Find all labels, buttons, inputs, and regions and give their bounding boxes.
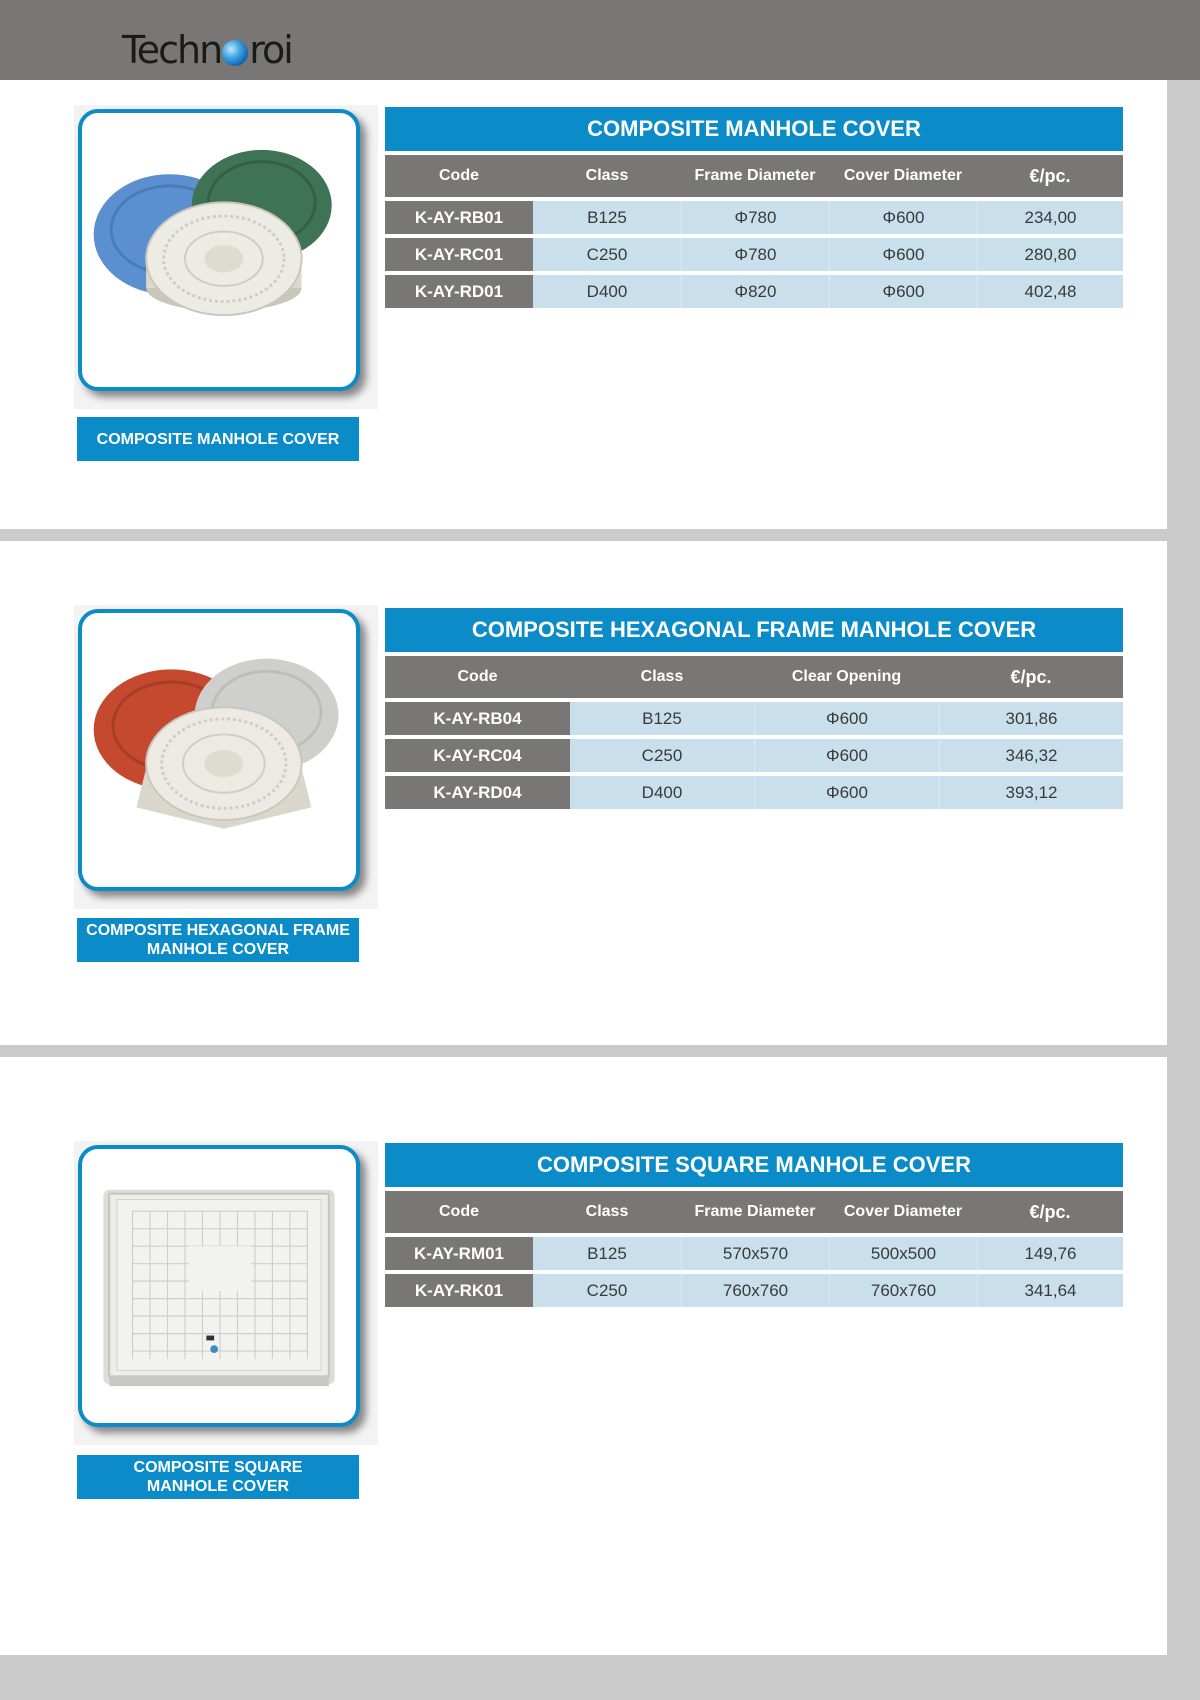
class-cell: B125 bbox=[533, 1237, 681, 1270]
price-cell: 280,80 bbox=[977, 238, 1123, 271]
class-cell: C250 bbox=[570, 739, 754, 772]
table-row bbox=[385, 702, 1123, 735]
hexagonal-frame-covers-illustration bbox=[82, 613, 356, 887]
frame-diameter-cell: Φ820 bbox=[681, 275, 829, 308]
price-cell: 346,32 bbox=[939, 739, 1123, 772]
product-image bbox=[78, 609, 360, 891]
clear-opening-cell: Φ600 bbox=[754, 776, 939, 809]
product-caption: COMPOSITE MANHOLE COVER bbox=[77, 417, 359, 461]
price-table bbox=[385, 107, 1123, 308]
column-header: Class bbox=[585, 167, 629, 184]
frame-diameter-cell: 760x760 bbox=[681, 1274, 829, 1307]
column-header: €/pc. bbox=[1029, 165, 1071, 186]
column-header: Class bbox=[640, 668, 684, 685]
page-side-strip bbox=[1167, 80, 1200, 1700]
table-title: COMPOSITE MANHOLE COVER bbox=[385, 107, 1123, 151]
price-table bbox=[385, 1143, 1123, 1307]
product-image bbox=[78, 1145, 360, 1427]
clear-opening-cell: Φ600 bbox=[754, 739, 939, 772]
round-manhole-covers-illustration bbox=[82, 113, 356, 387]
table-row bbox=[385, 739, 1123, 772]
globe-icon bbox=[222, 40, 248, 66]
column-header: €/pc. bbox=[1029, 1201, 1071, 1222]
column-header: Class bbox=[585, 1203, 629, 1220]
square-manhole-cover-illustration bbox=[82, 1149, 356, 1423]
section-composite-square-manhole-cover bbox=[0, 1057, 1167, 1655]
table-header-row bbox=[385, 656, 1123, 698]
class-cell: B125 bbox=[533, 201, 681, 234]
table-row bbox=[385, 776, 1123, 809]
code-cell: K-AY-RC04 bbox=[385, 739, 570, 772]
column-header: Code bbox=[457, 668, 498, 685]
table-title: COMPOSITE SQUARE MANHOLE COVER bbox=[385, 1143, 1123, 1187]
frame-diameter-cell: Φ780 bbox=[681, 238, 829, 271]
column-header: Cover Diameter bbox=[843, 167, 963, 184]
table-row bbox=[385, 1274, 1123, 1307]
column-header: €/pc. bbox=[1010, 666, 1052, 687]
class-cell: B125 bbox=[570, 702, 754, 735]
section-composite-manhole-cover bbox=[0, 80, 1167, 529]
price-cell: 341,64 bbox=[977, 1274, 1123, 1307]
product-image bbox=[78, 109, 360, 391]
product-caption: COMPOSITE HEXAGONAL FRAME MANHOLE COVER bbox=[77, 918, 359, 962]
technoroi-logo: Techn roi bbox=[122, 28, 292, 72]
table-row bbox=[385, 201, 1123, 234]
table-header-row bbox=[385, 1191, 1123, 1233]
column-header: Code bbox=[439, 167, 479, 184]
code-cell: K-AY-RD04 bbox=[385, 776, 570, 809]
product-photo-frame bbox=[74, 1141, 378, 1445]
column-header: Code bbox=[439, 1203, 479, 1220]
price-cell: 393,12 bbox=[939, 776, 1123, 809]
class-cell: D400 bbox=[533, 275, 681, 308]
code-cell: K-AY-RD01 bbox=[385, 275, 533, 308]
price-cell: 301,86 bbox=[939, 702, 1123, 735]
class-cell: C250 bbox=[533, 238, 681, 271]
class-cell: D400 bbox=[570, 776, 754, 809]
column-header: Frame Diameter bbox=[694, 1203, 816, 1220]
frame-diameter-cell: Φ780 bbox=[681, 201, 829, 234]
table-row bbox=[385, 1237, 1123, 1270]
table-row bbox=[385, 238, 1123, 271]
class-cell: C250 bbox=[533, 1274, 681, 1307]
product-photo-frame bbox=[74, 105, 378, 409]
code-cell: K-AY-RM01 bbox=[385, 1237, 533, 1270]
price-cell: 149,76 bbox=[977, 1237, 1123, 1270]
cover-diameter-cell: Φ600 bbox=[829, 238, 977, 271]
cover-diameter-cell: 760x760 bbox=[829, 1274, 977, 1307]
code-cell: K-AY-RB04 bbox=[385, 702, 570, 735]
section-composite-hexagonal-frame-manhole-cover bbox=[0, 541, 1167, 1045]
table-title: COMPOSITE HEXAGONAL FRAME MANHOLE COVER bbox=[385, 608, 1123, 652]
price-table bbox=[385, 608, 1123, 809]
price-cell: 402,48 bbox=[977, 275, 1123, 308]
cover-diameter-cell: Φ600 bbox=[829, 275, 977, 308]
price-cell: 234,00 bbox=[977, 201, 1123, 234]
code-cell: K-AY-RK01 bbox=[385, 1274, 533, 1307]
product-caption: COMPOSITE SQUARE MANHOLE COVER bbox=[77, 1455, 359, 1499]
cover-diameter-cell: Φ600 bbox=[829, 201, 977, 234]
column-header: Clear Opening bbox=[791, 668, 902, 685]
code-cell: K-AY-RB01 bbox=[385, 201, 533, 234]
column-header: Frame Diameter bbox=[694, 167, 816, 184]
column-header: Cover Diameter bbox=[843, 1203, 963, 1220]
product-photo-frame bbox=[74, 605, 378, 909]
table-header-row bbox=[385, 155, 1123, 197]
clear-opening-cell: Φ600 bbox=[754, 702, 939, 735]
table-row bbox=[385, 275, 1123, 308]
code-cell: K-AY-RC01 bbox=[385, 238, 533, 271]
cover-diameter-cell: 500x500 bbox=[829, 1237, 977, 1270]
frame-diameter-cell: 570x570 bbox=[681, 1237, 829, 1270]
page-header bbox=[0, 0, 1200, 80]
